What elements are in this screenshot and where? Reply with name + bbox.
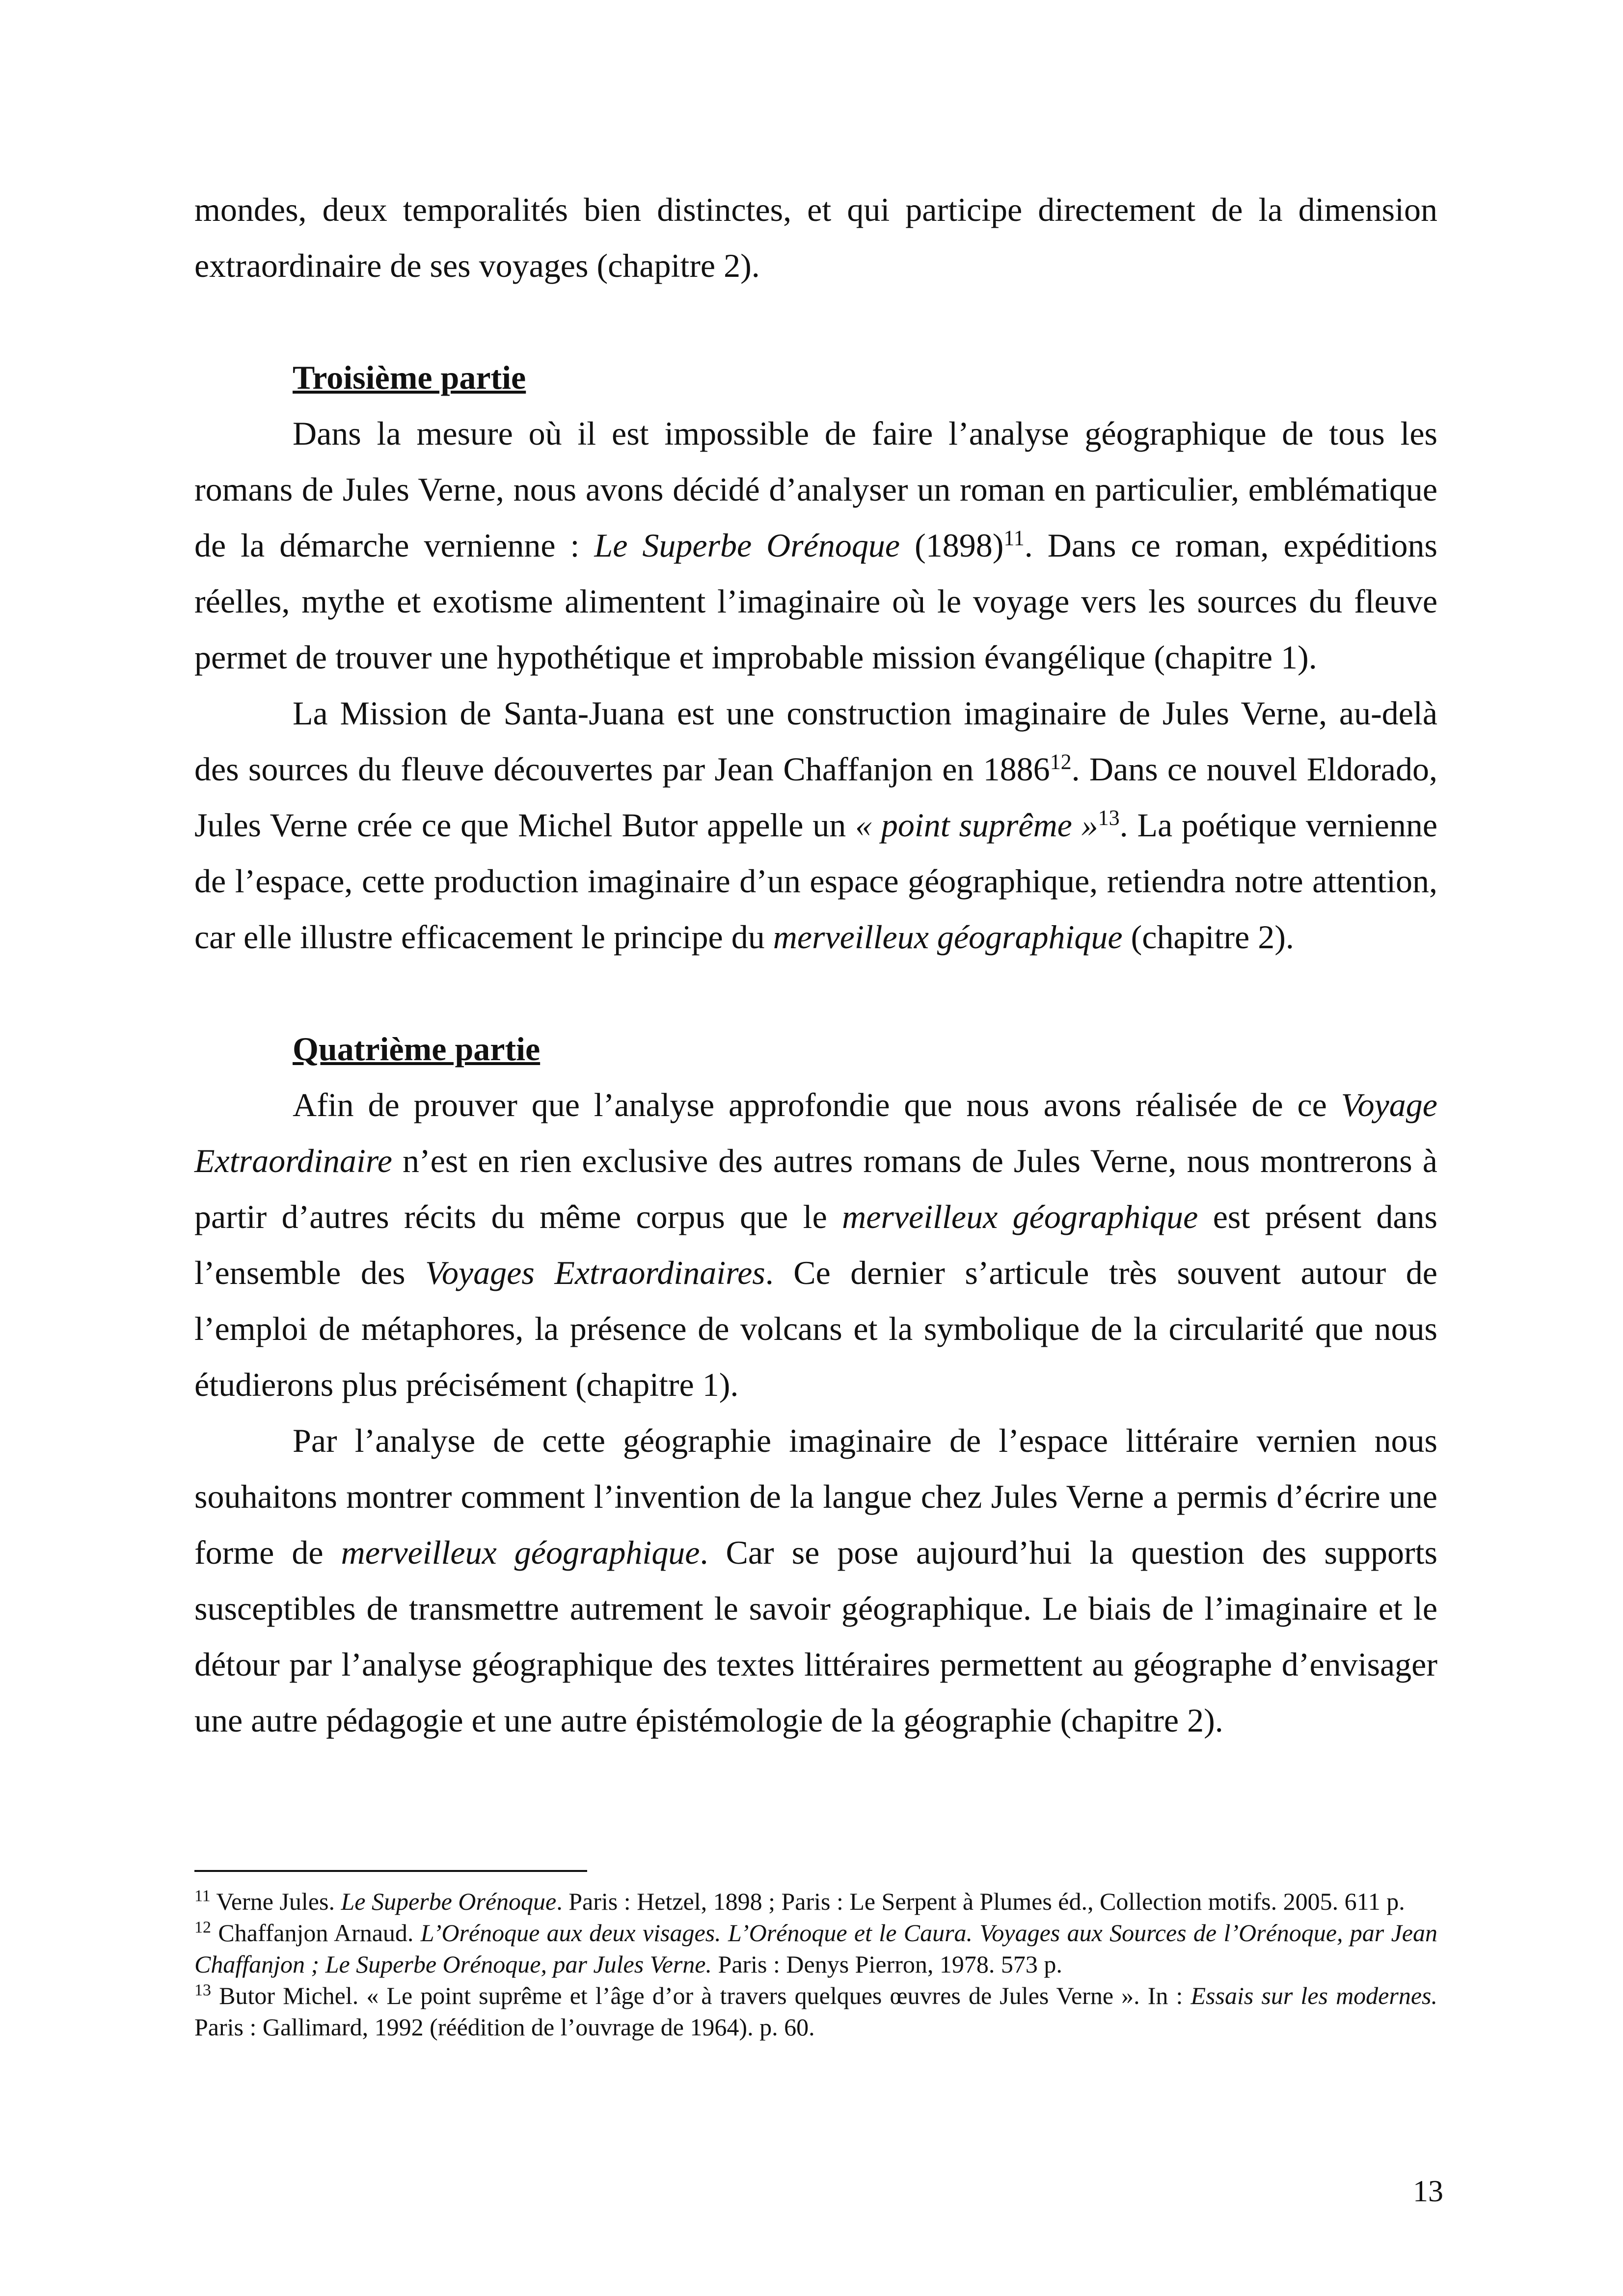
paragraph-text: mondes, deux temporalités bien distinctes, et qui participe directement de la dimension extraordinaire de ses voyages (chapitre 2). — [194, 191, 1437, 284]
text-run: Dans la mesure où il est impossible de faire l’analyse géographique de tous les romans de Jules Verne, nous avons décidé d’analyser un roman en particulier, emblématique de la démarche vernienne : — [194, 415, 1437, 564]
footnote-ref-11[interactable]: 11 — [1003, 526, 1025, 550]
text-run: Par l’analyse de cette géographie imaginaire de l’espace littéraire vernien nous souhaitons montrer comment l’invention de la langue chez Jules Verne a permis d’écrire une forme de — [194, 1422, 1437, 1571]
footnote-13 — [194, 1980, 1437, 2043]
paragraph-quatrieme-1 — [194, 1077, 1437, 1413]
citation-title-italic: Essais sur les modernes. — [1190, 1982, 1437, 2009]
footnote-12 — [194, 1917, 1437, 1980]
footnote-number: 13 — [194, 1981, 211, 2000]
page-body — [194, 182, 1437, 1748]
term-italic: merveilleux géographique — [341, 1534, 700, 1571]
paragraph-continuation — [194, 182, 1437, 294]
citation-title-italic: L’Orénoque aux deux visages. L’Orénoque et le Caura. Voyages aux Sources de l’Orénoque, par Jean Chaffanjon ; Le Superbe Orénoque, par Jules Verne. — [194, 1919, 1437, 1978]
footnote-ref-13[interactable]: 13 — [1098, 805, 1120, 830]
text-run: Verne Jules. — [210, 1888, 341, 1915]
text-run: . La poétique vernienne de l’espace, cette production imaginaire d’un espace géographique, retiendra notre attention, car elle illustre efficacement le principe du — [194, 806, 1438, 956]
text-run: La Mission de Santa-Juana est une construction imaginaire de Jules Verne, au-delà des sources du fleuve découvertes par Jean Chaffanjon en 1886 — [194, 694, 1437, 788]
footnotes-section — [194, 1870, 1437, 2043]
paragraph-quatrieme-2 — [194, 1413, 1437, 1748]
footnote-ref-12[interactable]: 12 — [1050, 749, 1072, 774]
term-italic: Voyages Extraordinaires — [425, 1254, 765, 1291]
section-spacer — [194, 965, 1437, 1021]
text-run: . Dans ce nouvel Eldorado, Jules Verne crée ce que Michel Butor appelle un — [194, 750, 1437, 844]
quote-italic: « point suprême » — [855, 806, 1098, 844]
text-run: . Ce dernier s’articule très souvent autour de l’emploi de métaphores, la présence de volcans et la symbolique de la circularité que nous étudierons plus précisément (chapitre 1). — [194, 1254, 1437, 1403]
text-run: Afin de prouver que l’analyse approfondie que nous avons réalisée de ce — [293, 1086, 1341, 1123]
paragraph-troisieme-2 — [194, 685, 1437, 965]
page-number: 13 — [1413, 2175, 1443, 2208]
section-heading-quatrieme: Quatrième partie — [293, 1030, 541, 1068]
text-run: (chapitre 2). — [1122, 918, 1294, 956]
term-italic: Voyage Extraordinaire — [194, 1086, 1437, 1179]
footnote-11 — [194, 1886, 1437, 1917]
footnote-number: 12 — [194, 1918, 211, 1937]
book-title-italic: Le Superbe Orénoque — [594, 527, 900, 564]
text-run: n’est en rien exclusive des autres romans de Jules Verne, nous montrerons à partir d’autres récits du même corpus que le — [194, 1142, 1437, 1235]
section-heading-troisieme: Troisième partie — [293, 359, 526, 396]
text-run: est présent dans l’ensemble des — [194, 1198, 1438, 1291]
footnote-separator — [194, 1870, 587, 1872]
text-run: Paris : Denys Pierron, 1978. 573 p. — [712, 1950, 1062, 1978]
text-run: . Dans ce roman, expéditions réelles, mythe et exotisme alimentent l’imaginaire où le voyage vers les sources du fleuve permet de trouver une hypothétique et improbable mission évangélique (chapitre 1). — [194, 527, 1437, 676]
paragraph-troisieme-1 — [194, 405, 1437, 685]
section-spacer — [194, 294, 1437, 349]
text-run: Chaffanjon Arnaud. — [211, 1919, 421, 1947]
citation-title-italic: Le Superbe Orénoque — [341, 1888, 557, 1915]
text-run: . Paris : Hetzel, 1898 ; Paris : Le Serpent à Plumes éd., Collection motifs. 2005. 611 p. — [556, 1888, 1405, 1915]
footnote-number: 11 — [194, 1887, 211, 1905]
text-run: (1898) — [900, 527, 1004, 564]
text-run: Butor Michel. « Le point suprême et l’âge d’or à travers quelques œuvres de Jules Verne ». In : — [211, 1982, 1191, 2009]
term-italic: merveilleux géographique — [842, 1198, 1198, 1235]
text-run: . Car se pose aujourd’hui la question des supports susceptibles de transmettre autrement le savoir géographique. Le biais de l’imaginaire et le détour par l’analyse géographique des textes littéraires permettent au géographe d’envisager une autre pédagogie et une autre épistémologie de la géographie (chapitre 2). — [194, 1534, 1438, 1739]
text-run: Paris : Gallimard, 1992 (réédition de l’ouvrage de 1964). p. 60. — [194, 2013, 815, 2041]
term-italic: merveilleux géographique — [773, 918, 1123, 956]
